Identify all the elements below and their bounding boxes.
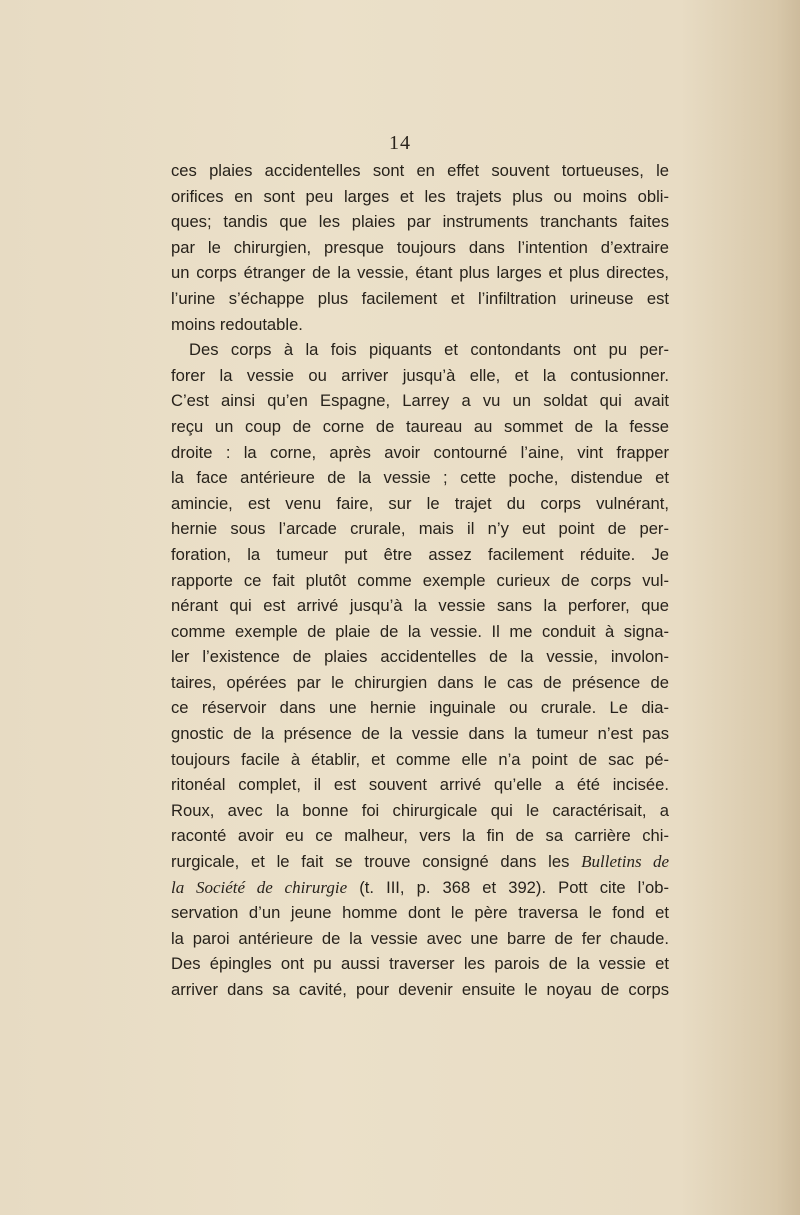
text-line: par le chirurgien, presque toujours dans l’intention d’extraire <box>171 237 669 257</box>
text-line: reçu un coup de corne de taureau au sommet de la fesse <box>171 416 669 436</box>
text-line: ques; tandis que les plaies par instruments tranchants faites <box>171 212 669 232</box>
text-line: taires, opérées par le chirurgien dans le cas de présence de <box>171 672 669 692</box>
text-line-start: rurgicale, et le fait se trouve consigné dans les <box>171 852 582 872</box>
text-line-rest: (t. III, p. 368 et 392). Pott cite l’ob- <box>347 877 669 897</box>
page-number: 14 <box>389 132 411 154</box>
text-line: nérant qui est arrivé jusqu’à la vessie sans la perforer, que <box>171 596 669 616</box>
text-line: toujours facile à établir, et comme elle n’a point de sac pé- <box>171 749 669 769</box>
italic-title-part-2: la Société de chirurgie <box>171 877 348 897</box>
text-line: ler l’existence de plaies accidentelles de la vessie, involon- <box>171 647 669 667</box>
body-text <box>171 158 669 1003</box>
text-line: forer la vessie ou arriver jusqu’à elle, et la contusionner. <box>171 365 669 385</box>
italic-title-part-1: Bulletins de <box>581 852 669 872</box>
text-line: arriver dans sa cavité, pour devenir ensuite le noyau de corps <box>171 980 669 999</box>
text-line: moins redoutable. <box>171 314 303 334</box>
text-line: amincie, est venu faire, sur le trajet du corps vulnérant, <box>171 493 669 513</box>
text-line: Des corps à la fois piquants et contondants ont pu per- <box>189 340 669 360</box>
text-line: l’urine s’échappe plus facilement et l’infiltration urineuse est <box>171 288 669 308</box>
text-line: comme exemple de plaie de la vessie. Il me conduit à signa- <box>171 621 669 641</box>
text-line: raconté avoir eu ce malheur, vers la fin de sa carrière chi- <box>171 826 669 846</box>
text-line: droite : la corne, après avoir contourné l’aine, vint frapper <box>171 442 669 462</box>
text-line: un corps étranger de la vessie, étant plus larges et plus directes, <box>171 263 669 283</box>
text-line: Des épingles ont pu aussi traverser les parois de la vessie et <box>171 954 669 974</box>
text-line <box>171 875 669 901</box>
text-line: ce réservoir dans une hernie inguinale ou crurale. Le dia- <box>171 698 669 718</box>
text-line: la face antérieure de la vessie ; cette poche, distendue et <box>171 468 669 488</box>
text-line: gnostic de la présence de la vessie dans la tumeur n’est pas <box>171 724 669 744</box>
text-line: la paroi antérieure de la vessie avec une barre de fer chaude. <box>171 928 669 948</box>
text-line: servation d’un jeune homme dont le père traversa le fond et <box>171 903 669 923</box>
text-line: C’est ainsi qu’en Espagne, Larrey a vu un soldat qui avait <box>171 391 669 411</box>
text-line: orifices en sont peu larges et les trajets plus ou moins obli- <box>171 186 669 206</box>
text-line: hernie sous l’arcade crurale, mais il n’y eut point de per- <box>171 519 669 539</box>
text-line: rapporte ce fait plutôt comme exemple curieux de corps vul- <box>171 570 669 590</box>
text-line: Roux, avec la bonne foi chirurgicale qui le caractérisait, a <box>171 800 669 820</box>
text-line <box>171 849 669 875</box>
text-line: ritonéal complet, il est souvent arrivé qu’elle a été incisée. <box>171 775 669 795</box>
text-line: foration, la tumeur put être assez facilement réduite. Je <box>171 544 669 564</box>
text-line: ces plaies accidentelles sont en effet souvent tortueuses, le <box>171 161 669 180</box>
